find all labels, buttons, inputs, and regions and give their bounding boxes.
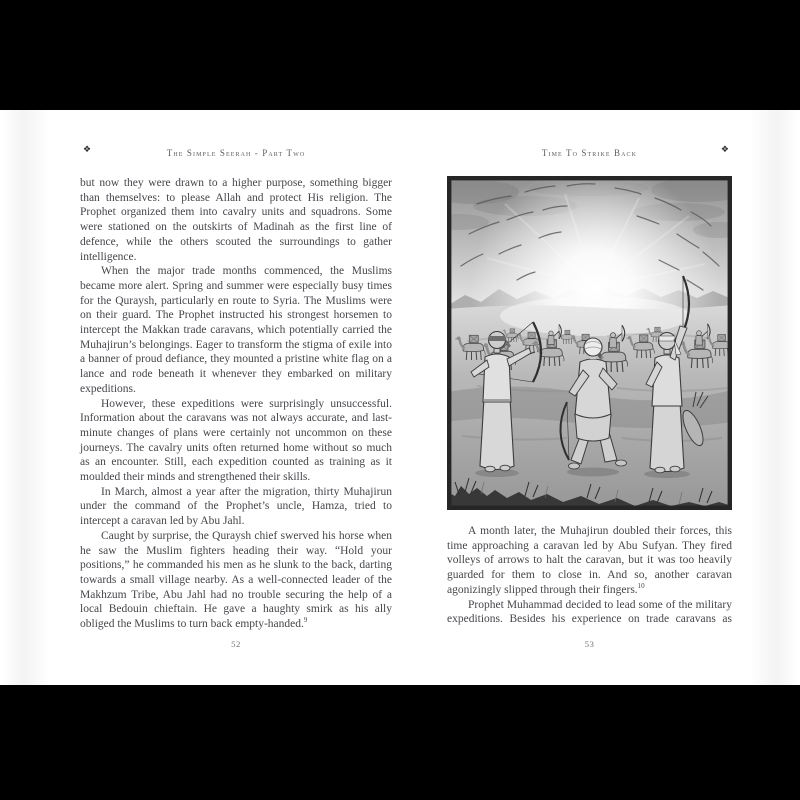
page-right: [447, 110, 732, 685]
page-number-right: 53: [584, 639, 595, 649]
illustration-caravan-ambush: [447, 176, 732, 510]
paragraph: A month later, the Muhajirun doubled their forces, this time approaching a caravan led by Abu Sufyan. They fired volleys of arrows to halt the caravan, but it was too heavily guarded for them to close in. And so, another caravan agonizingly slipped through their fingers.$^{10}$: [447, 525, 732, 596]
page-edge-shadow-right: [750, 110, 798, 685]
illustration-svg: [447, 176, 732, 510]
paragraph: but now they were drawn to a higher purpose, something bigger than themselves: to please Allah and protect His religion. The Prophet organized them into cavalry units and squadrons. Some were stationed on the outskirts of Madinah as the first line of defence, while the others scouted the surroundings to gather intelligence.: [80, 177, 392, 263]
footnote-marker: 9: [303, 616, 308, 625]
body-text-right: [447, 524, 732, 627]
running-head-left: The Simple Seerah - Part Two: [166, 148, 306, 158]
running-head-right: Time To Strike Back: [541, 148, 638, 158]
chapter-ornament-icon: ❖: [720, 145, 729, 155]
paragraph: In March, almost a year after the migration, thirty Muhajirun under the command of the Prophet’s uncle, Hamza, tried to intercept a caravan led by Abu Jahl.: [80, 485, 392, 528]
paragraph: Prophet Muhammad decided to lead some of the military expeditions. Besides his experience on trade caravans as: [447, 598, 732, 626]
body-text-left: [80, 176, 392, 632]
letterbox-bottom: [0, 685, 800, 800]
page-edge-shadow-left: [2, 110, 50, 685]
chapter-ornament-icon: ❖: [83, 145, 92, 155]
page-number-left: 52: [231, 639, 241, 649]
footnote-marker: 10: [637, 581, 645, 590]
paragraph: Caught by surprise, the Quraysh chief swerved his horse when he saw the Muslim fighters heading their way. “Hold your positions,” he commanded his men as he slunk to the back, darting towards a small village nearby. As a well-connected leader of the Makhzum Tribe, Abu Jahl had no trouble securing the help of a local Bedouin chieftain. He gave a haughty smirk as his ally obliged the Muslims to turn back empty-handed.$^9$: [80, 529, 392, 631]
paragraph: When the major trade months commenced, the Muslims became more alert. Spring and summer were especially busy times for the Quraysh, particularly en route to Syria. The Muslims were on their guard. The Prophet instructed his strongest horsemen to intercept the Makkan trade caravans, which potentially carried the Muhajirun’s belongings. Eager to transform the stigma of exile into a banner of proud defiance, they mounted a pristine white flag on a lance and rode beneath it whenever they embarked on military expeditions.: [80, 265, 392, 395]
paragraph: However, these expeditions were surprisingly unsuccessful. Information about the caravans was not always accurate, and last-minute changes of plans were certainly not uncommon on these journeys. The cavalry units often returned home without so much as an encounter. Still, each expedition counted as training as it moulded their minds and strengthened their skills.: [80, 397, 392, 484]
letterbox-top: [0, 0, 800, 110]
page-left: [80, 110, 392, 685]
